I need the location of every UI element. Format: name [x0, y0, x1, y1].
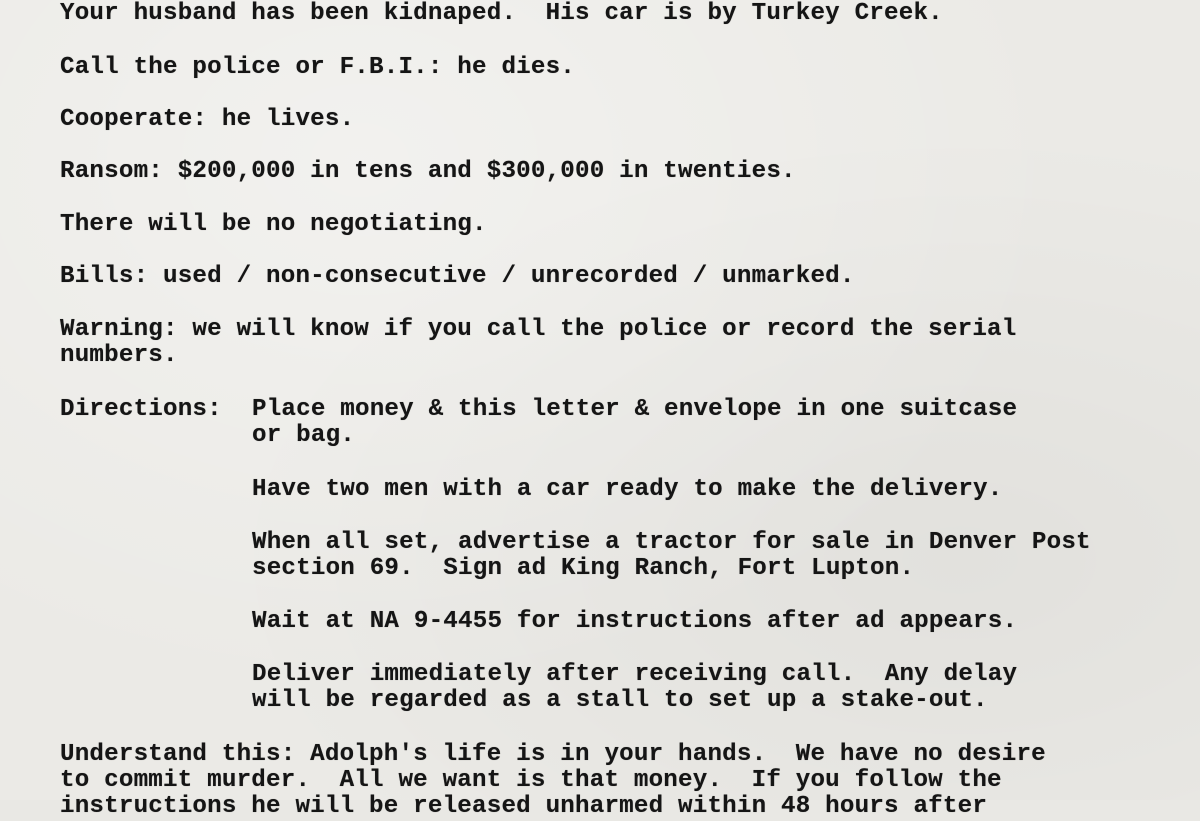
direction-item: will be regarded as a stall to set up a stake-out. [252, 687, 988, 714]
direction-item: Have two men with a car ready to make the delivery. [252, 476, 1003, 503]
direction-item: Place money & this letter & envelope in one suitcase [252, 396, 1018, 423]
closing-line: to commit murder. All we want is that money. If you follow the [60, 767, 1002, 794]
direction-item: When all set, advertise a tractor for sale in Denver Post [252, 529, 1091, 556]
letter-line-bills: Bills: used / non-consecutive / unrecorded / unmarked. [60, 263, 855, 290]
closing-line: instructions he will be released unharmed within 48 hours after [60, 793, 988, 820]
letter-line-no-negotiating: There will be no negotiating. [60, 211, 487, 238]
direction-item: or bag. [252, 422, 356, 449]
letter-line-ransom: Ransom: $200,000 in tens and $300,000 in twenties. [60, 158, 796, 185]
letter-line-police-warning: Call the police or F.B.I.: he dies. [60, 54, 576, 81]
letter-line-kidnapped: Your husband has been kidnaped. His car is by Turkey Creek. [60, 0, 943, 27]
letter-line-cooperate: Cooperate: he lives. [60, 106, 355, 133]
letter-line-warning-continued: numbers. [60, 342, 178, 369]
closing-line: Understand this: Adolph's life is in your hands. We have no desire [60, 741, 1046, 768]
directions-label: Directions: [60, 396, 222, 423]
letter-line-warning: Warning: we will know if you call the police or record the serial [60, 316, 1017, 343]
direction-item: section 69. Sign ad King Ranch, Fort Lupton. [252, 555, 915, 582]
direction-item: Wait at NA 9-4455 for instructions after ad appears. [252, 608, 1018, 635]
direction-item: Deliver immediately after receiving call. Any delay [252, 661, 1018, 688]
